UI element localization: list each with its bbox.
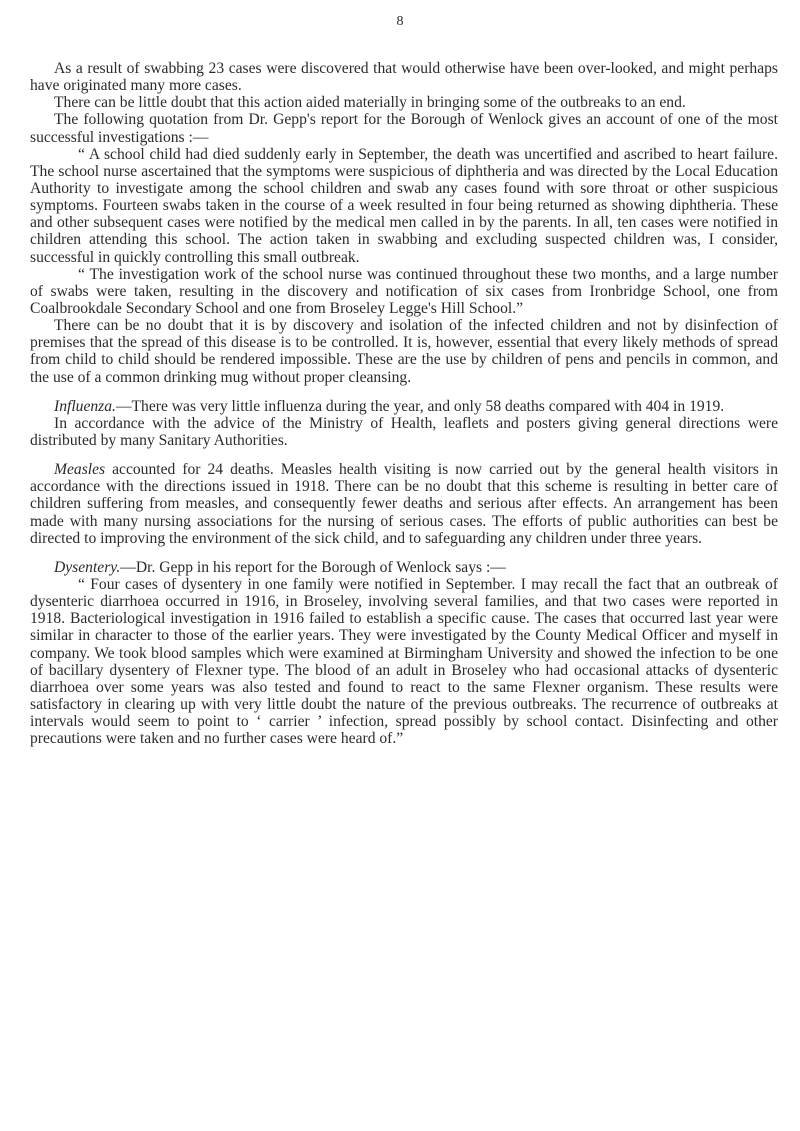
dysentery-heading: Dysentery. (54, 558, 121, 576)
paragraph-ministry-advice: In accordance with the advice of the Ministry of Health, leaflets and posters giving general directions were distributed by many Sanitary Authorities. (30, 414, 778, 449)
paragraph-swabbing-result: As a result of swabbing 23 cases were discovered that would otherwise have been over-looked, and might perhaps have originated many more cases. (30, 60, 778, 95)
quote-school-nurse: “ The investigation work of the school nurse was continued throughout these two months, and a large number of swabs were taken, resulting in the discovery and notification of six cases from Ironbridge School, one from Coalbrookdale Secondary School and one from Broseley Legge's Hill School.” (30, 265, 778, 317)
report-text (30, 60, 778, 747)
influenza-heading: Influenza. (54, 397, 116, 415)
page-number: 8 (396, 14, 404, 29)
paragraph-outbreaks-ended: There can be little doubt that this action aided materially in bringing some of the outbreaks to an end. (54, 94, 686, 112)
paragraph-influenza: Influenza.—There was very little influenza during the year, and only 58 deaths compared with 404 in 1919. (54, 397, 725, 415)
paragraph-dysentery: Dysentery.—Dr. Gepp in his report for the Borough of Wenlock says :— (54, 558, 506, 576)
paragraph-isolation: There can be no doubt that it is by discovery and isolation of the infected children and not by disinfection of premises that the spread of this disease is to be controlled. It is, however, essential that every likely methods of spread from child to child should be rendered impossible. These are the use by children of pens and pencils in common, and the use of a common drinking mug without proper cleansing. (30, 317, 778, 386)
measles-heading: Measles (54, 461, 106, 479)
quote-dysentery-cases: “ Four cases of dysentery in one family were notified in September. I may recall the fact that an outbreak of dysenteric diarrhoea occurred in 1916, in Broseley, involving several families, and that two cases were reported in 1918. Bacteriological investigation in 1916 failed to establish a specific cause. The cases that occurred last year were similar in character to those of the earlier years. They were investigated by the County Medical Officer and myself in company. We took blood samples which were examined at Birmingham University and showed the infection to be one of bacillary dysentery of Flexner type. The blood of an adult in Broseley who had occasional attacks of dysenteric diarrhoea over some years was also tested and found to react to the same Flexner organism. These results were satisfactory in clearing up with very little doubt the nature of the previous outbreaks. The recurrence of outbreaks at intervals would seem to point to ‘ carrier ’ infection, spread possibly by school contact. Disinfecting and other precautions were taken and no further cases were heard of.” (30, 575, 778, 748)
paragraph-gepp-intro: The following quotation from Dr. Gepp's report for the Borough of Wenlock gives an account of one of the most successful investigations :— (30, 111, 778, 146)
paragraph-measles: Measles accounted for 24 deaths. Measles health visiting is now carried out by the general health visitors in accordance with the directions issued in 1918. There can be no doubt that this scheme is resulting in better care of children suffering from measles, and consequently fewer deaths and serious after effects. An arrangement has been made with many nursing associations for the nursing of serious cases. The efforts of public authorities can best be directed to improving the environment of the sick child, and to safeguarding any children under three years. (30, 461, 778, 547)
quote-school-child: “ A school child had died suddenly early in September, the death was uncertified and ascribed to heart failure. The school nurse ascertained that the symptoms were suspicious of diphtheria and was directed by the Local Education Authority to investigate among the school children and swab any cases found with sore throat or other suspicious symptoms. Fourteen swabs taken in the course of a week resulted in four being returned as showing diphtheria. These and other subsequent cases were notified by the medical men called in by the parents. In all, ten cases were notified in children attending this school. The action taken in swabbing and excluding suspected children was, I consider, successful in quickly controlling this small outbreak. (30, 145, 778, 266)
